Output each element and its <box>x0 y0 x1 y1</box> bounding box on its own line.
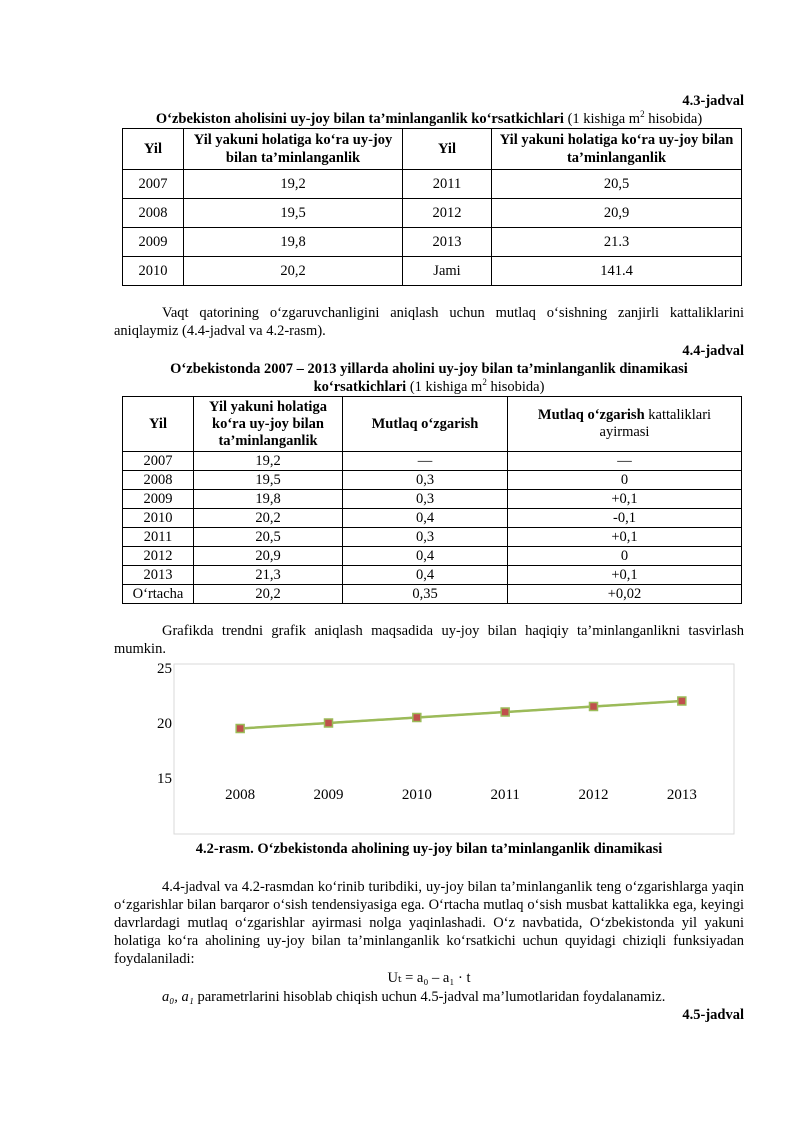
chart-frame <box>174 664 734 834</box>
table-row <box>123 452 742 471</box>
data-point <box>678 697 686 705</box>
table-cell: 2008 <box>123 471 194 490</box>
table-header-row <box>123 129 742 170</box>
table-cell: 19,2 <box>184 170 403 199</box>
table-cell: 2007 <box>123 170 184 199</box>
data-point <box>590 703 598 711</box>
table-cell: 0,4 <box>343 509 508 528</box>
table-cell: 2011 <box>123 528 194 547</box>
table-cell: 21.3 <box>492 228 742 257</box>
table-cell: +0,02 <box>508 585 742 604</box>
table-cell: — <box>343 452 508 471</box>
table-cell: 19,8 <box>194 490 343 509</box>
table-cell: 2008 <box>123 199 184 228</box>
table-cell: 20,9 <box>194 547 343 566</box>
table-row <box>123 228 742 257</box>
table-4-4-title-bold: ko‘rsatkichlari <box>313 379 407 395</box>
table-cell: 0,3 <box>343 528 508 547</box>
table-header-row <box>123 397 742 452</box>
table-cell: 2013 <box>123 566 194 585</box>
table-row <box>123 199 742 228</box>
table-cell: 19,5 <box>184 199 403 228</box>
table-cell: 0 <box>508 471 742 490</box>
data-point <box>413 714 421 722</box>
table-4-3-label: 4.3-jadval <box>682 93 744 109</box>
table-cell: 2010 <box>123 509 194 528</box>
header-cell: Yil yakuni holatiga ko‘ra uy-joy bilan ta’minlanganlik <box>194 397 343 452</box>
table-row <box>123 528 742 547</box>
table-row <box>123 585 742 604</box>
header-cell: Yil yakuni holatiga ko‘ra uy-joy bilan ta’minlanganlik <box>492 129 742 170</box>
header-cell: Yil <box>123 397 194 452</box>
data-point <box>236 725 244 733</box>
document-page <box>114 92 744 1024</box>
x-tick-label: 2009 <box>313 787 344 803</box>
header-cell: Yil <box>123 129 184 170</box>
table-4-3-title-main: O‘zbekiston aholisini uy-joy bilan ta’minlanganlik ko‘rsatkichlari <box>155 111 564 127</box>
paragraph-1: Vaqt qatorining o‘zgaruvchanligini aniqlash uchun mutlaq o‘sishning zanjirli kattaliklarini aniqlaymiz (4.4-jadval va 4.2-rasm). <box>114 305 744 339</box>
header-cell <box>508 397 742 452</box>
table-4-5-label: 4.5-jadval <box>682 1007 744 1023</box>
table-cell: 0,35 <box>343 585 508 604</box>
table-cell: 20,2 <box>194 585 343 604</box>
table-4-3-title-unit: (1 kishiga m <box>567 111 641 127</box>
table-row <box>123 490 742 509</box>
parameter-symbols: a₀, a₁ <box>162 989 194 1005</box>
table-cell: 2009 <box>123 228 184 257</box>
table-cell: 2013 <box>403 228 492 257</box>
table-cell: 19,2 <box>194 452 343 471</box>
header-cell: Mutlaq o‘zgarish <box>343 397 508 452</box>
linear-formula: Uₜ = a₀ – a₁ · t <box>387 970 471 986</box>
table-cell: 141.4 <box>492 257 742 286</box>
table-cell: 2010 <box>123 257 184 286</box>
table-row <box>123 257 742 286</box>
paragraph-4 <box>114 988 744 1006</box>
table-cell: 0 <box>508 547 742 566</box>
x-tick-label: 2010 <box>401 787 432 803</box>
x-tick-label: 2011 <box>490 787 520 803</box>
table-cell: +0,1 <box>508 528 742 547</box>
x-tick-label: 2012 <box>578 787 609 803</box>
table-cell: 20,2 <box>184 257 403 286</box>
trend-chart <box>136 658 736 838</box>
table-cell: 0,4 <box>343 547 508 566</box>
table-cell: 0,3 <box>343 471 508 490</box>
x-tick-label: 2008 <box>225 787 256 803</box>
table-cell: 0,4 <box>343 566 508 585</box>
table-cell: -0,1 <box>508 509 742 528</box>
data-point <box>325 719 333 727</box>
table-4-3-title <box>114 110 744 128</box>
table-cell: 19,5 <box>194 471 343 490</box>
table-cell: 19,8 <box>184 228 403 257</box>
header-bold-part: Mutlaq o‘zgarish <box>537 407 645 423</box>
table-row <box>123 170 742 199</box>
table-cell: 20,2 <box>194 509 343 528</box>
paragraph-3: 4.4-jadval va 4.2-rasmdan ko‘rinib turibdiki, uy-joy bilan ta’minlanganlik teng o‘zgarishlarga yaqin o‘zgarishlar bilan barqaror o‘sish tendensiyasiga ega. O‘rtacha mutlaq o‘sish musbat kattalikka ega, keyingi davrlardagi mutlaq o‘zgarishlar ayirmasi nolga yaqinlashadi. O‘z navbatida, O‘zbekistonda yil yakuni holatiga ko‘ra aholining uy-joy bilan ta’minlanganlik ko‘rsatkichi uchun quyidagi chiziqli funksiyadan foydalaniladi: <box>114 879 744 967</box>
table-cell: O‘rtacha <box>123 585 194 604</box>
data-point <box>501 708 509 716</box>
table-cell: 2011 <box>403 170 492 199</box>
table-cell: 2007 <box>123 452 194 471</box>
table-cell: 0,3 <box>343 490 508 509</box>
table-cell: 20,5 <box>492 170 742 199</box>
table-cell: +0,1 <box>508 566 742 585</box>
table-row <box>123 509 742 528</box>
trend-chart-svg <box>136 658 736 838</box>
table-cell: +0,1 <box>508 490 742 509</box>
table-cell: 2012 <box>123 547 194 566</box>
table-4-4-title-unit-end: hisobida) <box>486 379 545 395</box>
table-4-3-title-unit-end: hisobida) <box>644 111 703 127</box>
table-cell: — <box>508 452 742 471</box>
table-4-4-title-sup: 2 <box>482 377 487 388</box>
y-tick-label: 20 <box>157 716 172 732</box>
paragraph-2: Grafikda trendni grafik aniqlash maqsadida uy-joy bilan haqiqiy ta’minlanganlikni tasvirlash mumkin. <box>114 623 744 657</box>
y-tick-label: 15 <box>157 771 172 787</box>
x-tick-label: 2013 <box>666 787 697 803</box>
table-cell: 2012 <box>403 199 492 228</box>
header-cell: Yil yakuni holatiga ko‘ra uy-joy bilan ta’minlanganlik <box>184 129 403 170</box>
table-4-3-title-sup: 2 <box>640 109 645 120</box>
table-4-4 <box>122 396 742 604</box>
table-4-4-title-unit: (1 kishiga m <box>409 379 483 395</box>
table-row <box>123 566 742 585</box>
table-cell: 20,5 <box>194 528 343 547</box>
header-cell: Yil <box>403 129 492 170</box>
header-normal-part: kattaliklari ayirmasi <box>599 407 712 440</box>
table-4-4-label: 4.4-jadval <box>682 343 744 359</box>
table-cell: 2009 <box>123 490 194 509</box>
y-tick-label: 25 <box>157 661 172 677</box>
figure-caption: 4.2-rasm. O‘zbekistonda aholining uy-joy bilan ta’minlanganlik dinamikasi <box>195 841 663 857</box>
table-row <box>123 471 742 490</box>
paragraph-4-text: parametrlarini hisoblab chiqish uchun 4.5-jadval ma’lumotlaridan foydalanamiz. <box>193 989 666 1005</box>
table-row <box>123 547 742 566</box>
table-4-3 <box>122 128 742 286</box>
table-cell: 21,3 <box>194 566 343 585</box>
table-cell: Jami <box>403 257 492 286</box>
table-cell: 20,9 <box>492 199 742 228</box>
table-4-4-title-line2 <box>114 378 744 396</box>
table-4-4-title-line1: O‘zbekistonda 2007 – 2013 yillarda aholini uy-joy bilan ta’minlanganlik dinamikasi <box>170 361 688 377</box>
